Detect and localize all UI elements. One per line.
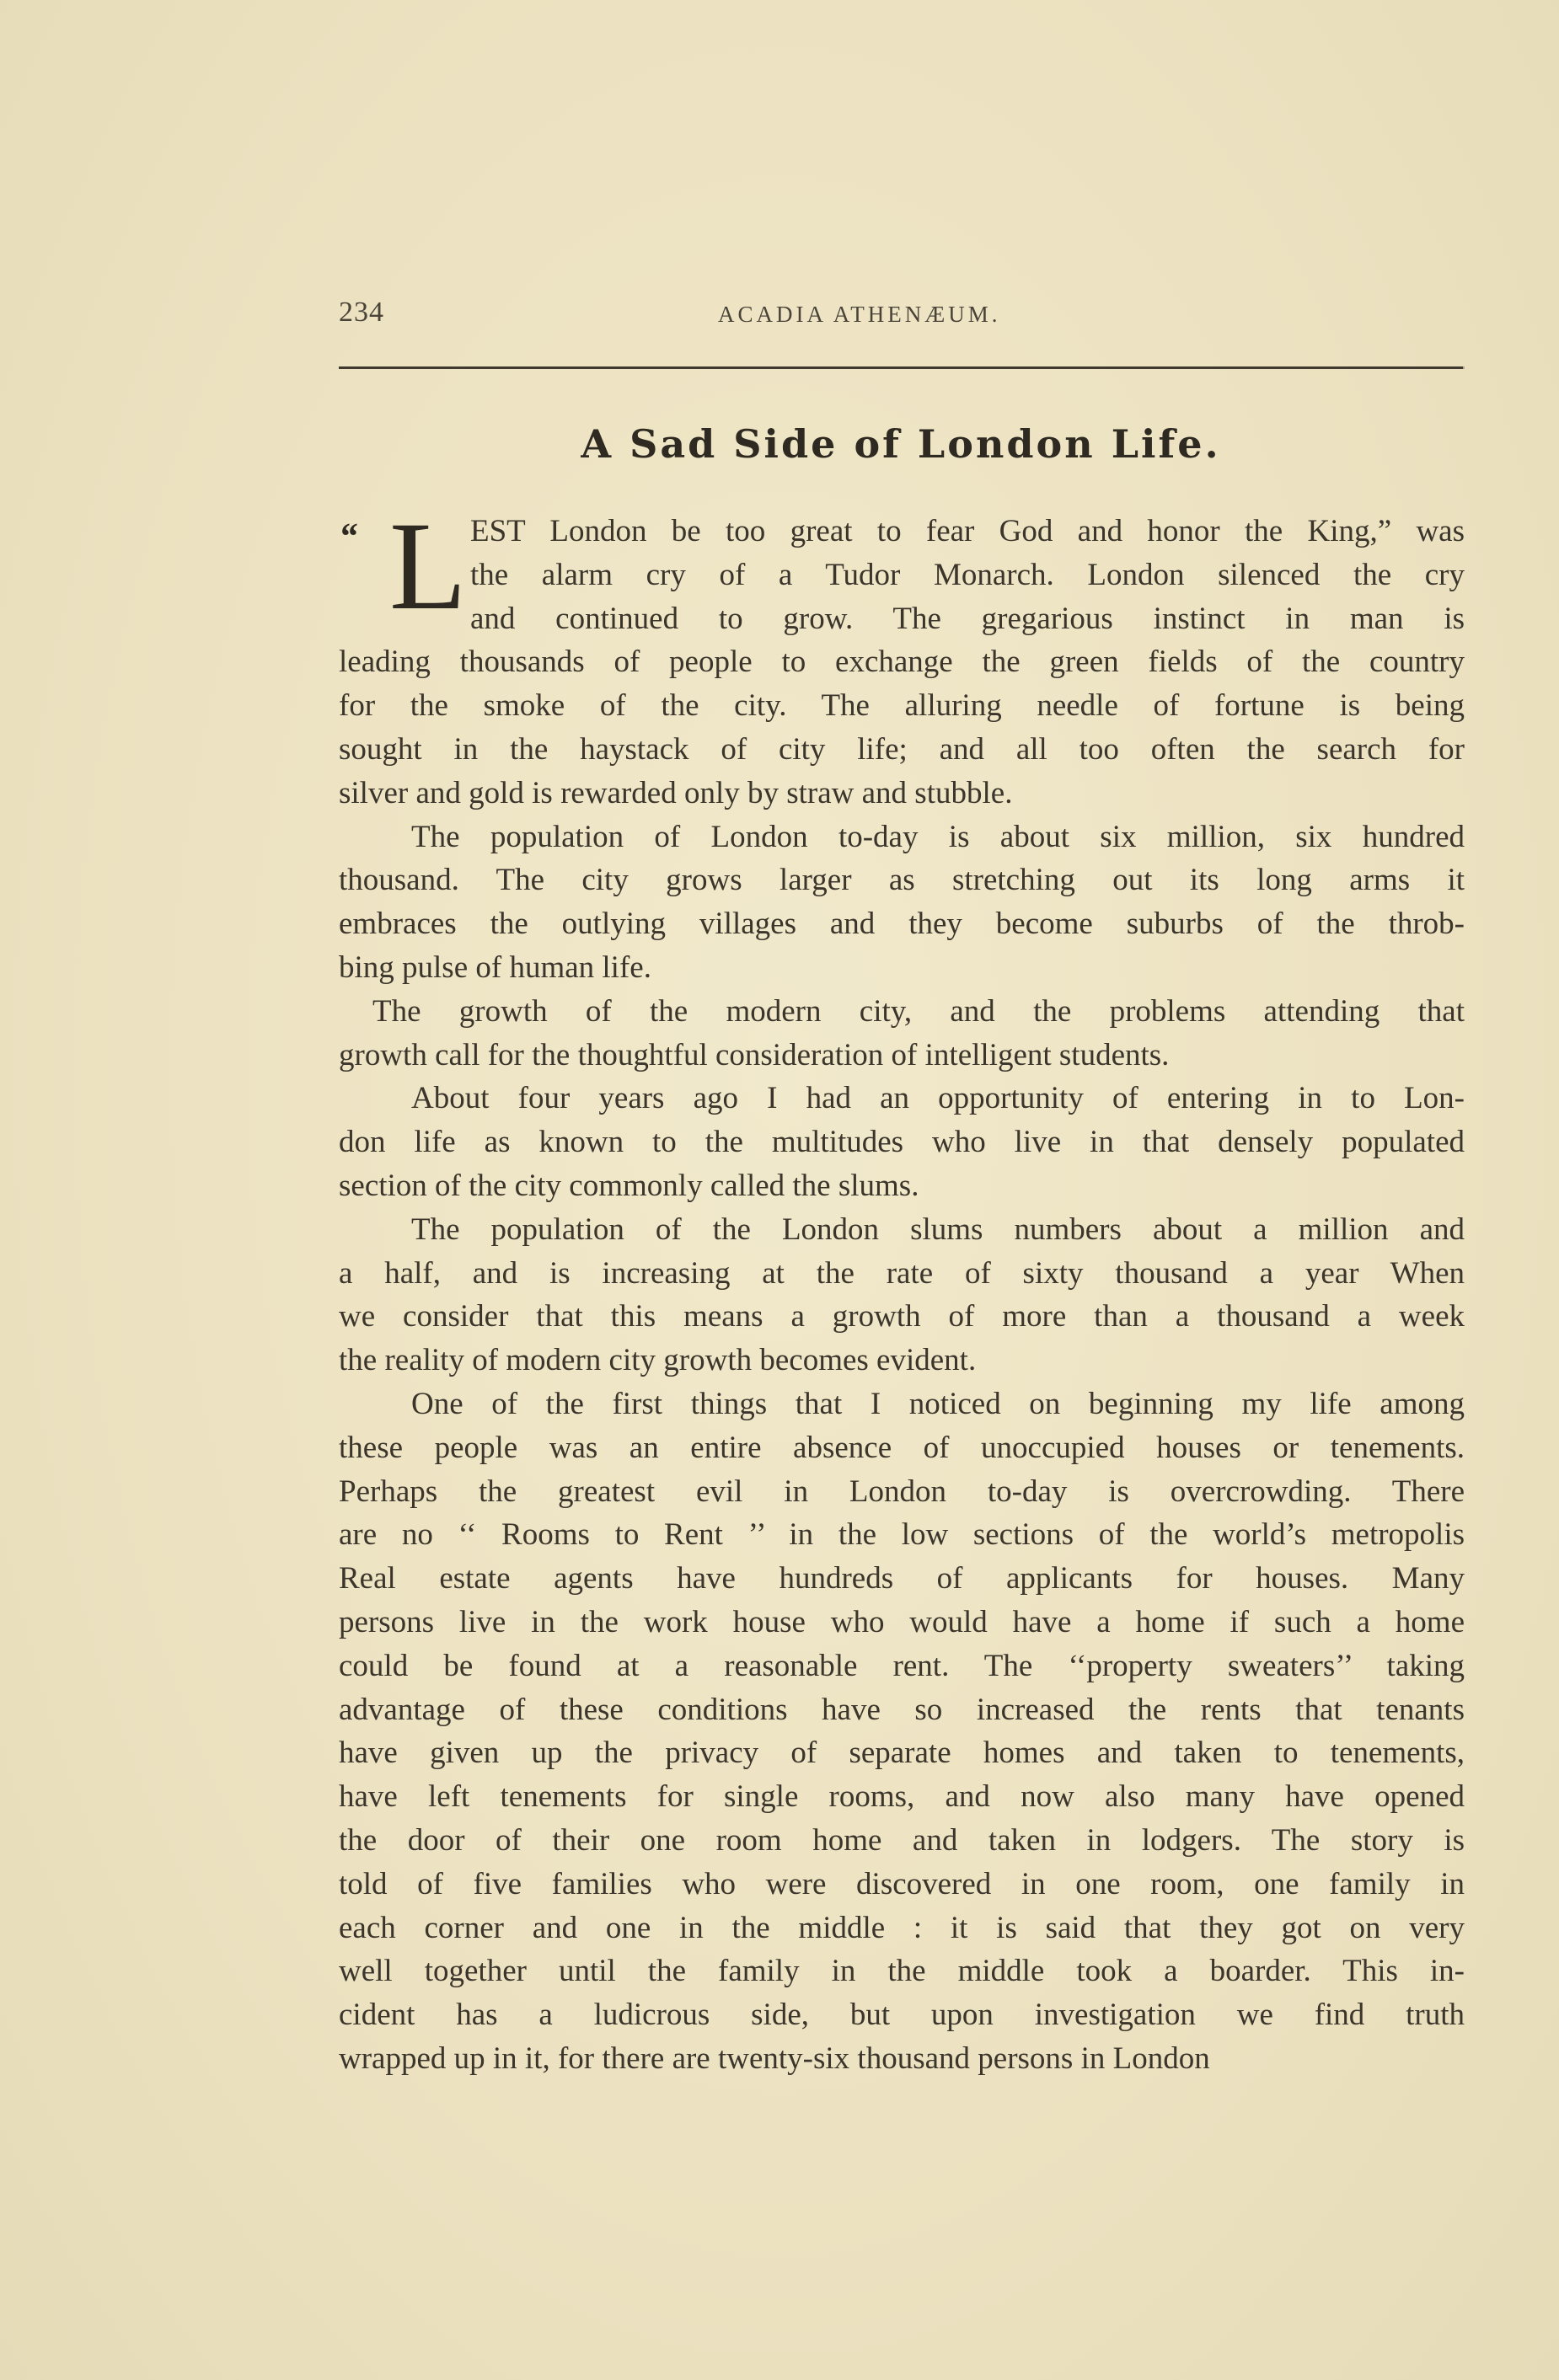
text-line: The growth of the modern city, and the problems attending that [372,993,1465,1029]
paragraph [339,816,1465,990]
paragraph [339,990,1465,1078]
text-line: could be found at a reasonable rent. The ‘‘property sweaters’’ taking [339,1648,1465,1683]
text-line: the door of their one room home and taken in lodgers. The story is [339,1822,1465,1858]
text-line: persons live in the work house who would have a home if such a home [339,1604,1465,1639]
text-line: each corner and one in the middle : it is said that they got on very [339,1910,1465,1945]
drop-cap-letter: L [389,496,467,636]
text-line: don life as known to the multitudes who live in that densely populated [339,1125,1465,1160]
text-line: told of five families who were discovered in one room, one family in [339,1866,1465,1901]
text-line: wrapped up in it, for there are twenty-six thousand persons in London [339,2040,1210,2076]
header-rule [339,366,1463,369]
text-line: The population of London to-day is about six million, six hundred [411,819,1465,854]
text-line: have given up the privacy of separate homes and taken to tenements, [339,1736,1465,1771]
drop-cap [389,496,467,636]
text-line: a half, and is increasing at the rate of sixty thousand a year When [339,1255,1465,1291]
text-line: One of the first things that I noticed on beginning my life among [411,1386,1465,1421]
text-line: the reality of modern city growth becomes evident. [339,1343,977,1378]
text-line: are no ‘‘ Rooms to Rent ’’ in the low sections of the world’s metropolis [339,1517,1465,1553]
text-line: bing pulse of human life. [339,949,651,985]
paragraph [339,1077,1465,1207]
text-line: these people was an entire absence of unoccupied houses or tenements. [339,1430,1465,1465]
journal-title: ACADIA ATHENÆUM. [718,302,1001,327]
text-line: leading thousands of people to exchange the green fields of the country [339,644,1465,680]
text-line: well together until the family in the middle took a boarder. This in- [339,1954,1465,1989]
text-line: The population of the London slums numbers about a million and [411,1211,1465,1247]
text-line: we consider that this means a growth of more than a thousand a week [339,1299,1465,1334]
text-line: cident has a ludicrous side, but upon investigation we find truth [339,1998,1465,2033]
text-line: silver and gold is rewarded only by straw and stubble. [339,775,1013,810]
text-line: About four years ago I had an opportunity of entering in to Lon- [411,1081,1465,1116]
opening-paragraph [339,496,1465,816]
text-line: embraces the outlying villages and they become suburbs of the throb- [339,907,1465,942]
text-line: advantage of these conditions have so increased the rents that tenants [339,1692,1465,1727]
text-line: growth call for the thoughtful consideration of intelligent students. [339,1037,1170,1072]
text-line: section of the city commonly called the slums. [339,1168,919,1203]
page-number: 234 [339,297,384,328]
paragraph [339,1383,1465,2081]
text-line: EST London be too great to fear God and honor the King,” was [470,514,1465,548]
article-title: A Sad Side of London Life. [581,421,1221,467]
text-line: Perhaps the greatest evil in London to-day is overcrowding. There [339,1473,1465,1509]
text-line: for the smoke of the city. The alluring needle of fortune is being [339,688,1465,724]
text-line: have left tenements for single rooms, and now also many have opened [339,1779,1465,1815]
paragraph [339,1208,1465,1383]
text-line: sought in the haystack of city life; and all too often the search for [339,731,1465,767]
text-line: and continued to grow. The gregarious instinct in man is [470,601,1465,636]
text-line: Real estate agents have hundreds of applicants for houses. Many [339,1561,1465,1596]
text-line: the alarm cry of a Tudor Monarch. London silenced the cry [470,557,1465,592]
opening-quote-mark: “ [339,516,357,557]
text-line: thousand. The city grows larger as stretching out its long arms it [339,863,1465,898]
article-body [339,496,1465,2081]
running-head [339,297,1463,339]
